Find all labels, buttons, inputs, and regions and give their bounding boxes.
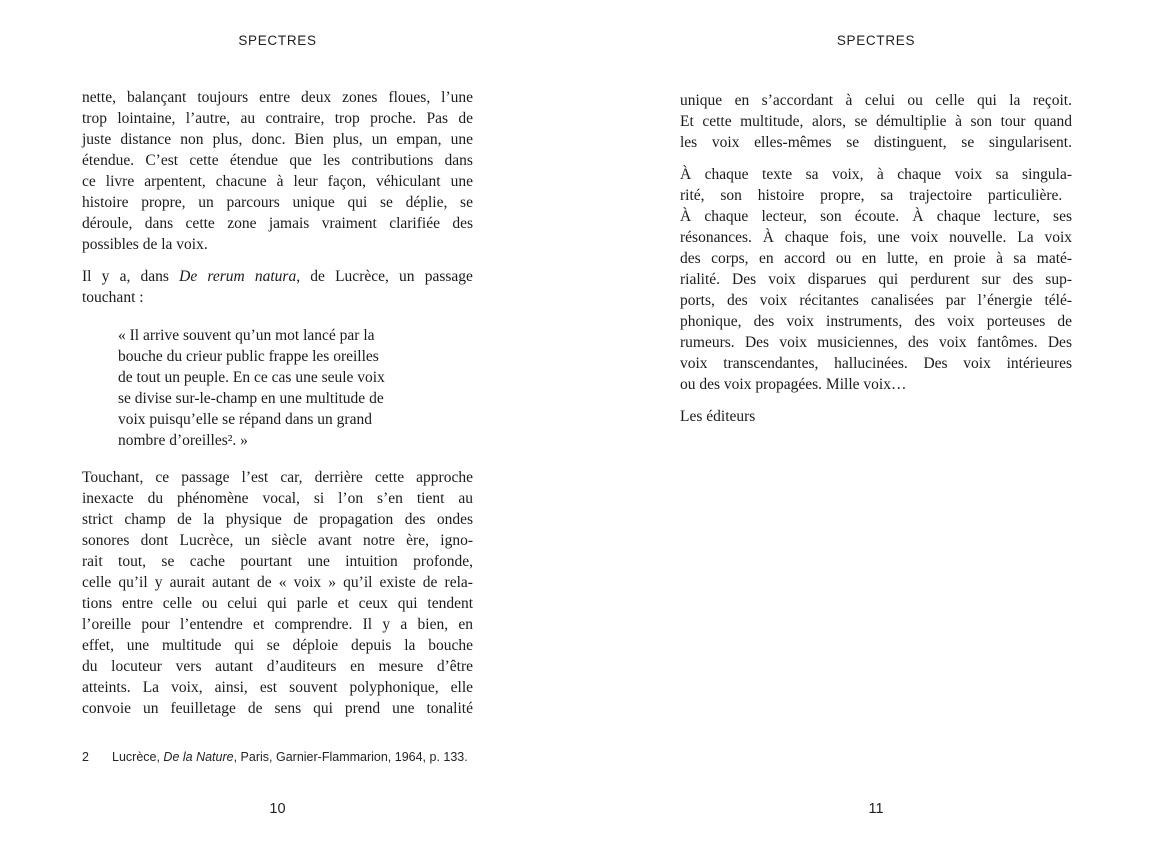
- text-line: [82, 530, 473, 551]
- text-run: Il y a, dans: [82, 268, 180, 285]
- text-run: rait tout, se cache pourtant une intuition profonde,: [82, 553, 473, 570]
- italic-text-run: De la Nature: [163, 750, 234, 764]
- text-run: trop lointaine, l’autre, au contraire, trop proche. Pas de: [82, 110, 473, 127]
- text-run: phonique, des voix instruments, des voix porteuses de: [680, 313, 1072, 330]
- text-run: résonances. À chaque fois, une voix nouvelle. La voix: [680, 229, 1073, 246]
- text-line: [82, 467, 473, 488]
- text-run: convoie un feuilletage de sens qui prend une tonalité: [82, 700, 473, 717]
- text-run: voix puisqu’elle se répand dans un grand: [118, 411, 372, 428]
- text-run: nette, balançant toujours entre deux zones floues, l’une: [82, 89, 474, 106]
- text-run: étendue. C’est cette étendue que les contributions dans: [82, 152, 473, 169]
- running-head-left: SPECTRES: [238, 33, 317, 48]
- text-line: [680, 132, 1072, 153]
- text-line: [118, 430, 473, 451]
- text-line: [82, 572, 473, 593]
- text-line: [680, 227, 1072, 248]
- text-line: [680, 290, 1072, 311]
- text-line: [82, 551, 473, 572]
- footnote: [82, 749, 473, 765]
- text-run: strict champ de la physique de propagation des ondes: [82, 511, 473, 528]
- text-run: effet, une multitude qui se déploie depuis la bouche: [82, 637, 473, 654]
- text-run: des corps, en accord ou en lutte, en proie à sa maté-: [680, 250, 1073, 267]
- text-line: [82, 213, 473, 234]
- text-run: atteints. La voix, ainsi, est souvent polyphonique, elle: [82, 679, 474, 696]
- text-run: À chaque texte sa voix, à chaque voix sa singula-: [680, 166, 1072, 183]
- text-run: rumeurs. Des voix musiciennes, des voix fantômes. Des: [680, 334, 1072, 351]
- text-line: [680, 269, 1072, 290]
- text-line: [82, 677, 473, 698]
- text-run: Les éditeurs: [680, 408, 756, 425]
- text-run: de tout un peuple. En ce cas une seule voix: [118, 369, 385, 386]
- text-run: voix transcendantes, hallucinées. Des voix intérieures: [680, 355, 1073, 372]
- text-run: nombre d’oreilles². »: [118, 432, 248, 449]
- text-line: [680, 406, 1072, 427]
- text-line: [82, 108, 473, 129]
- text-run: déroule, dans cette zone jamais vraiment clarifiée des: [82, 215, 474, 232]
- text-run: unique en s’accordant à celui ou celle qui la reçoit.: [680, 92, 1072, 109]
- page-10-content: [82, 87, 473, 730]
- text-run: celle qu’il y aurait autant de « voix » qu’il existe de rela-: [82, 574, 473, 591]
- text-line: [82, 150, 473, 171]
- text-line: [118, 388, 473, 409]
- page-number-right: 11: [868, 801, 884, 817]
- text-run: rialité. Des voix disparues qui perdurent sur des sup-: [680, 271, 1072, 288]
- text-run: du locuteur vers autant d’auditeurs en mesure d’être: [82, 658, 474, 675]
- text-run: inexacte du phénomène vocal, si l’on s’en tient au: [82, 490, 473, 507]
- paragraph: [82, 87, 473, 255]
- text-run: ce livre arpentent, chacune à leur façon, véhiculant une: [82, 173, 473, 190]
- text-run: l’oreille pour l’entendre et comprendre. Il y a bien, en: [82, 616, 473, 633]
- text-run: tions entre celle ou celui qui parle et ceux qui tendent: [82, 595, 474, 612]
- text-line: [680, 111, 1072, 132]
- text-run: ou des voix propagées. Mille voix…: [680, 376, 907, 393]
- text-line: [82, 266, 473, 287]
- text-run: possibles de la voix.: [82, 236, 208, 253]
- text-run: Et cette multitude, alors, se démultiplie à son tour quand: [680, 113, 1072, 130]
- text-line: [118, 409, 473, 430]
- text-run: « Il arrive souvent qu’un mot lancé par la: [118, 327, 375, 344]
- text-line: [82, 488, 473, 509]
- text-line: [680, 311, 1072, 332]
- text-line: [82, 698, 473, 719]
- page-11-content: [680, 90, 1072, 438]
- text-line: [82, 509, 473, 530]
- text-run: À chaque lecteur, son écoute. À chaque lecture, ses: [680, 208, 1072, 225]
- paragraph: [82, 266, 473, 308]
- text-line: [680, 353, 1072, 374]
- page-number-left: 10: [269, 801, 286, 817]
- text-line: [680, 185, 1072, 206]
- text-line: [680, 374, 1072, 395]
- page-10: [82, 0, 473, 858]
- text-line: [82, 593, 473, 614]
- text-run: les voix elles-mêmes se distinguent, se singularisent.: [680, 134, 1072, 151]
- text-run: juste distance non plus, donc. Bien plus, un empan, une: [82, 131, 474, 148]
- blockquote: [82, 325, 473, 451]
- text-run: Lucrèce,: [112, 750, 164, 764]
- text-run: , Paris, Garnier-Flammarion, 1964, p. 133.: [233, 750, 468, 764]
- text-run: , de Lucrèce, un passage: [296, 268, 473, 285]
- text-line: [680, 164, 1072, 185]
- text-line: [82, 192, 473, 213]
- paragraph: [680, 90, 1072, 153]
- text-run: Touchant, ce passage l’est car, derrière cette approche: [82, 469, 473, 486]
- text-line: [118, 346, 473, 367]
- text-run: bouche du crieur public frappe les oreilles: [118, 348, 379, 365]
- footnote-text: [112, 749, 473, 765]
- text-line: [82, 234, 473, 255]
- text-run: se divise sur-le-champ en une multitude de: [118, 390, 384, 407]
- page-11: [680, 0, 1072, 858]
- text-line: [82, 614, 473, 635]
- text-run: touchant :: [82, 289, 144, 306]
- text-line: [82, 129, 473, 150]
- text-line: [82, 635, 473, 656]
- text-run: ports, des voix récitantes canalisées par l’énergie télé-: [680, 292, 1073, 309]
- running-head-right: SPECTRES: [836, 33, 916, 48]
- footnote-number: 2: [82, 750, 89, 764]
- text-line: [82, 171, 473, 192]
- text-line: [680, 206, 1072, 227]
- text-run: rité, son histoire propre, sa trajectoire particulière.: [680, 187, 1063, 204]
- text-line: [82, 87, 473, 108]
- text-run: sonores dont Lucrèce, un siècle avant notre ère, igno-: [82, 532, 473, 549]
- text-run: histoire propre, un parcours unique qui se déplie, se: [82, 194, 473, 211]
- text-line: [118, 325, 473, 346]
- text-line: [82, 656, 473, 677]
- text-line: [680, 248, 1072, 269]
- text-line: [680, 90, 1072, 111]
- italic-text-run: De rerum natura: [179, 268, 297, 285]
- text-line: [680, 332, 1072, 353]
- text-line: [118, 367, 473, 388]
- paragraph: [680, 406, 1072, 427]
- paragraph: [82, 467, 473, 719]
- paragraph: [680, 164, 1072, 395]
- text-line: [82, 287, 473, 308]
